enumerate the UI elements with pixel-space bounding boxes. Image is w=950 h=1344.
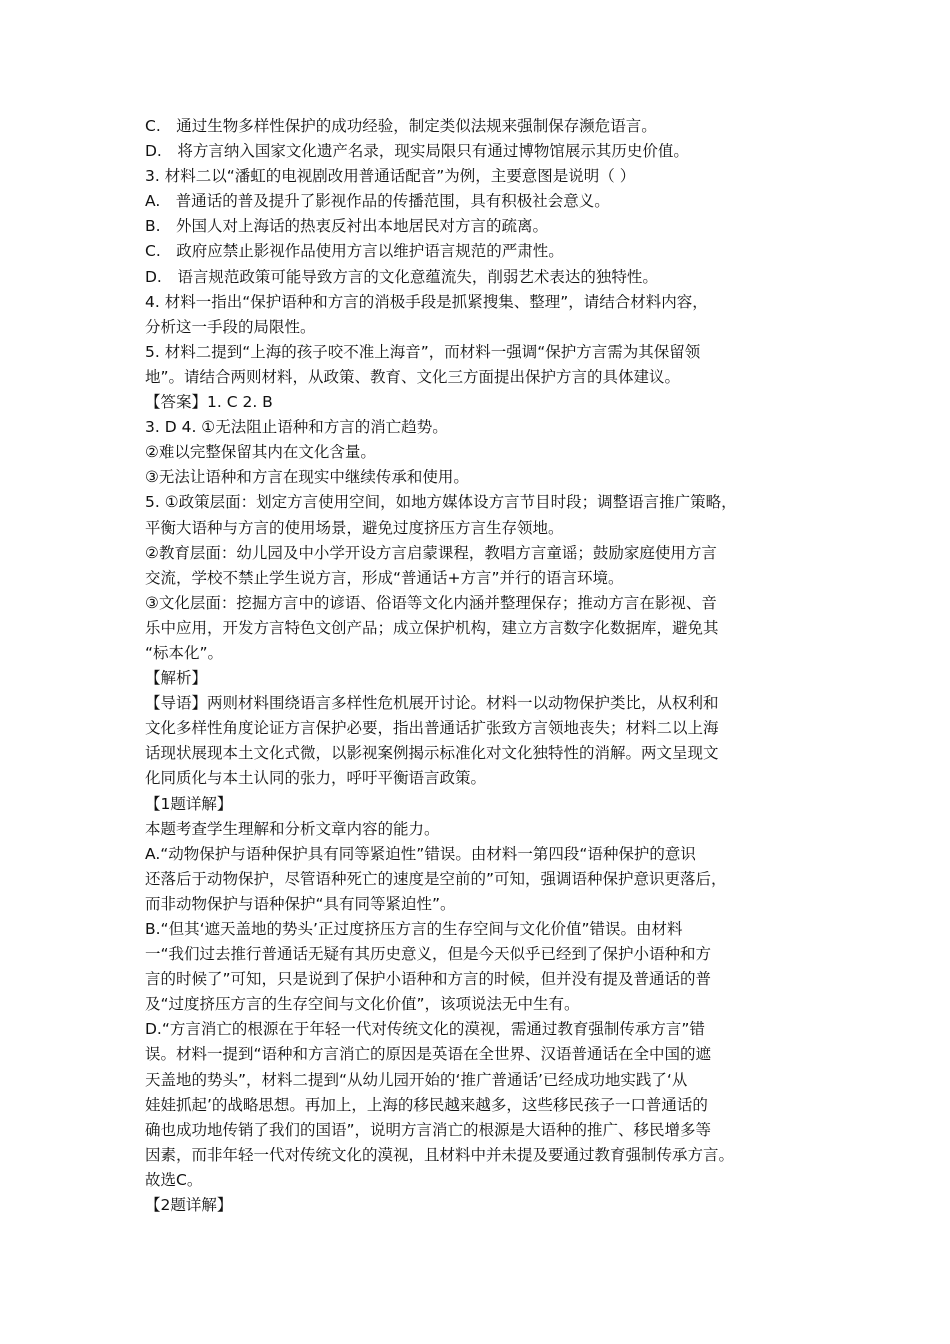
text-line: 本题考查学生理解和分析文章内容的能力。 xyxy=(145,819,440,838)
text-line: 故选C。 xyxy=(145,1170,203,1189)
text-line: 化同质化与本土认同的张力，呼吁平衡语言政策。 xyxy=(145,769,487,788)
text-line: 【答案】1. C 2. B xyxy=(145,393,273,412)
text-line: ②教育层面：幼儿园及中小学开设方言启蒙课程，教唱方言童谣；鼓励家庭使用方言 xyxy=(145,543,717,562)
document-body xyxy=(145,114,821,1218)
text-line: 【解析】 xyxy=(145,669,208,688)
text-line: 误。材料一提到“语种和方言消亡的原因是英语在全世界、汉语普通话在全中国的遮 xyxy=(145,1045,712,1064)
text-line: 平衡大语种与方言的使用场景，避免过度挤压方言生存领地。 xyxy=(145,518,564,537)
text-line: 还落后于动物保护，尽管语种死亡的速度是空前的”可知，强调语种保护意识更落后， xyxy=(145,869,727,888)
text-line: 【导语】两则材料围绕语言多样性危机展开讨论。材料一以动物保护类比，从权利和 xyxy=(145,694,719,713)
text-line: 3. D 4. ①无法阻止语种和方言的消亡趋势。 xyxy=(145,418,448,437)
text-line: A. 普通话的普及提升了影视作品的传播范围，具有积极社会意义。 xyxy=(145,192,610,211)
text-line: B. 外国人对上海话的热衷反衬出本地居民对方言的疏离。 xyxy=(145,217,549,236)
text-line: 一“我们过去推行普通话无疑有其历史意义，但是今天似乎已经到了保护小语种和方 xyxy=(145,945,712,964)
text-line: 话现状展现本土文化式微，以影视案例揭示标准化对文化独特性的消解。两文呈现文 xyxy=(145,744,719,763)
text-line: ③文化层面：挖掘方言中的谚语、俗语等文化内涵并整理保存；推动方言在影视、音 xyxy=(145,593,717,612)
text-line: ③无法让语种和方言在现实中继续传承和使用。 xyxy=(145,468,469,487)
text-line: D. 语言规范政策可能导致方言的文化意蕴流失，削弱艺术表达的独特性。 xyxy=(145,267,658,286)
text-line: 4. 材料一指出“保护语种和方言的消极手段是抓紧搜集、整理”，请结合材料内容， xyxy=(145,292,708,311)
text-line: “标本化”。 xyxy=(145,643,224,662)
text-line: C. 政府应禁止影视作品使用方言以维护语言规范的严肃性。 xyxy=(145,242,564,261)
text-line: 文化多样性角度论证方言保护必要，指出普通话扩张致方言领地丧失；材料二以上海 xyxy=(145,719,719,738)
text-line: 言的时候了”可知，只是说到了保护小语种和方言的时候，但并没有提及普通话的普 xyxy=(145,970,712,989)
text-line: 因素，而非年轻一代对传统文化的漠视，且材料中并未提及要通过教育强制传承方言。 xyxy=(145,1145,735,1164)
text-line: C. 通过生物多样性保护的成功经验，制定类似法规来强制保存濒危语言。 xyxy=(145,117,657,135)
text-line: 3. 材料二以“潘虹的电视剧改用普通话配音”为例，主要意图是说明（ ） xyxy=(145,167,636,186)
text-line: 分析这一手段的局限性。 xyxy=(145,317,316,336)
text-line: 地”。请结合两则材料，从政策、教育、文化三方面提出保护方言的具体建议。 xyxy=(145,367,681,386)
text-line: 天盖地的势头”，材料二提到“从幼儿园开始的‘推广普通话’已经成功地实践了‘从 xyxy=(145,1070,688,1089)
text-line: 而非动物保护与语种保护“具有同等紧迫性”。 xyxy=(145,894,456,913)
text-line: 【2题详解】 xyxy=(145,1196,233,1215)
text-line: 5. 材料二提到“上海的孩子咬不准上海音”，而材料一强调“保护方言需为其保留领 xyxy=(145,342,701,361)
text-line: 乐中应用，开发方言特色文创产品；成立保护机构，建立方言数字化数据库，避免其 xyxy=(145,618,719,637)
text-line: 确也成功地传销了我们的国语”，说明方言消亡的根源是大语种的推广、移民增多等 xyxy=(145,1120,712,1139)
text-line: D.“方言消亡的根源在于年轻一代对传统文化的漠视，需通过教育强制传承方言”错 xyxy=(145,1020,705,1039)
text-line: 【1题详解】 xyxy=(145,794,233,813)
text-line: 交流，学校不禁止学生说方言，形成“普通话+方言”并行的语言环境。 xyxy=(145,568,624,587)
text-line: D. 将方言纳入国家文化遗产名录，现实局限只有通过博物馆展示其历史价值。 xyxy=(145,142,689,161)
text-line: 娃娃抓起’的战略思想。再加上，上海的移民越来越多，这些移民孩子一口普通话的 xyxy=(145,1095,708,1114)
text-line: ②难以完整保留其内在文化含量。 xyxy=(145,443,376,462)
text-line: A.“动物保护与语种保护具有同等紧迫性”错误。由材料一第四段“语种保护的意识 xyxy=(145,844,696,863)
text-line: 及“过度挤压方言的生存空间与文化价值”，该项说法无中生有。 xyxy=(145,995,580,1014)
text-line: B.“但其‘遮天盖地的势头’正过度挤压方言的生存空间与文化价值”错误。由材料 xyxy=(145,920,683,938)
text-line: 5. ①政策层面：划定方言使用空间，如地方媒体设方言节目时段；调整语言推广策略， xyxy=(145,493,737,512)
